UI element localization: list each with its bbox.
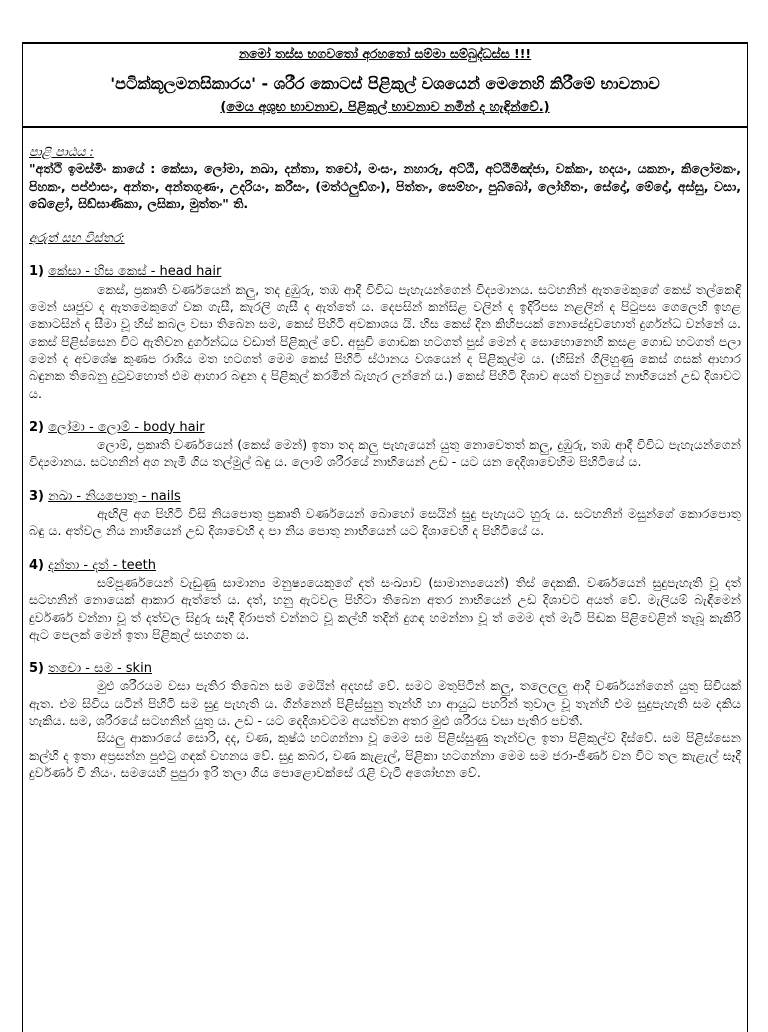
list-item [29,488,741,540]
item-title: ලෝමා - ලොම් - body hair [48,419,205,435]
header-separator [22,126,748,128]
homage-line: නමෝ තස්ස භගවතෝ අරහතෝ සම්මා සම්බුද්ධස්ස !!! [238,46,532,61]
frame-top-border [22,42,748,44]
item-title: නඛා - නියපොතු - nails [48,488,181,504]
item-number: 2) [29,419,44,435]
item-number: 4) [29,557,44,573]
item-paragraph: මුළු ශරීරයම වසා පැතිර තිබෙන සම මෙයින් අදහස් වේ. සමට මතුපිටින් කලු, තලෙලලු ආදී වර්ණයන්ගෙන් යුතු සිවියක් ඇත. එම සිවිය යටින් පිහිටි සම සුදු පැහැති ය. ගින්නෙන් පිළිස්සුනු තැන්හි හා ආයුධ පහරින් තුවාල වූ තැන්හි එම සුදුපැහැති සම දකිය හැකිය. සම, ශරීරයේ සටහනින් යුතු ය. උඩ - යට දෙදිශාවටම අයත්වන අතර මුළු ශරීරය වසා පැතිර පවතී. [29,678,741,729]
item-paragraph: සම්පූර්ණයෙන් වැඩුණු සාමාන්‍ය මනුෂ්‍යයෙකුගේ දත් සංඛ්‍යාව (සාමාන්‍යයෙන්) තිස් දෙකකි. වර්ණයෙන් සුදුපැහැති වූ දත් සටහනින් නොයෙක් ආකාර ඇත්තේ ය. දත්, හනු ඇටවල පිහිටා තිබෙන අතර නාභියෙන් උඩ දිශාවට අයත් වේ. මැලියම් බැඳීමෙන් දුර්වර්ණ වන්නා වූ ත් දත්වල සිදුරු සෑදී දිරාපත් වන්නට වූ කල්හි තදින් දුගඳ හමන්නා වූ ත් මෙම දත් මැටි පිඬක පිළිවෙළින් තැබූ කැකිරි ඇට පෙලක් මෙන් ඉතා පිළිකුල් සහගත ය. [29,574,741,642]
item-paragraph: ලොම්, ප්‍රකෘති වර්ණයෙන් (කෙස් මෙන්) ඉතා තද කලු පැහැයෙන් යුතු නොවෙතත් කලු, දුඹුරු, තඹ ආදී විවිධ පැහැයන්ගෙන් විද්‍යමානය. සටහනින් අග නැමී ගිය තල්මුල් බඳු ය. ලොම් ශරීරයේ නාභියෙන් උඩ - යට යන දෙදිශාවෙහිම පිහිටියේ ය. [29,437,741,470]
document-subtitle: (මෙය අශුභ භාවනාව, පිළිකුල් භාවනාව නමින් ද හැඳින්වේ.) [220,100,550,115]
item-number: 3) [29,488,44,504]
frame-left-border [22,42,23,1032]
item-number: 1) [29,264,44,280]
frame-right-border [747,42,748,1032]
item-number: 5) [29,661,44,677]
list-item [29,419,741,471]
document-body [29,143,741,781]
list-item [29,263,741,401]
item-title: කේසා - හිස කෙස් - head hair [48,264,222,280]
item-paragraph: සියලු ආකාරයේ සොරි, දද, වණ, කුෂ්ඨ හටගන්නා වූ මෙම සම පිළිස්සුණු තැන්වල ඉතා පිළිකුල්ව දිස්වේ. සම පිළිස්සෙන කල්හි ද ඉතා අප්‍රසන්න පුළුටු ගඳක් වහනය වේ. සුදු කබර, වණ කැළැල්, පිළිකා හටගන්නා මෙම සම ජරා-ජීර්ණ වන විට තල කැළැල් සෑදී දුර්වර්ණ වී නියං. සමයෙහි පුපුරා ඉරි තලා ගිය පොළොවක්සේ රැළි වැටී අශෝභන වේ. [29,730,741,780]
item-paragraph: ඇඟිලි අග පිහිටි විසි නියපොතු ප්‍රකෘති වර්ණයෙන් බොහෝ සෙයින් සුදු පැහැයට හුරු ය. සටහනින් මසුන්ගේ කොරපොතු බඳු ය. අත්වල නිය නාභියෙන් උඩ දිශාවෙහි ද පා නිය පොතු නාභියෙන් යට දිශාවෙහි ද පිහිටියේ ය. [29,506,741,539]
pali-heading: පාළි පාඨය : [29,144,94,159]
document-title: 'පටික්කූලමනසිකාරය' - ශරීර කොටස් පිළිකුල් වශයෙන් මෙනෙහි කිරීමේ භාවනාව [110,74,660,93]
item-paragraph: කෙස්, ප්‍රකෘති වර්ණයෙන් කලු, තද දුඹුරු, තඹ ආදී විවිධ පැහැයන්ගෙන් විද්‍යමානය. සටහනින් ඇතමෙකුගේ කෙස් තල්කෙඳි මෙන් ඍජුව ද ඇතමෙකුගේ වක ගැසී, කැරලි ගැසී ද ඇත්තේ ය. දෙපසින් කන්සිළ වලින් ද ඉදිරිපස නළලින් ද පිටුපස ගෙලෙහි ඉහළ කොටසින් ද සීමා වූ හිස් කබල වසා තිබෙන සම, කෙස් පිහිටි අවකාශය යි. හිස කෙස් දින කිහිපයක් නොසේදුවහොත් දුර්ගන්ධ වන්නේ ය. කෙස් පිළිස්සෙන විට ඇතිවන දුර්ගන්ධය වඩාත් පිළිකුල් වේ. අසුචි ගොඩක හටගත් පුස් මෙන් ද සොහොනෙහි කසළ ගොඩ හටගත් පලා මෙන් ද අවශේෂ කුණප රාශිය මත හටගත් මෙම කෙස් පිහිටි ස්ථානය වශයෙන් ද පිළිකුල්ම ය. (හිසින් ගිලිහුණු කෙස් ගසක් ආහාර බඳුනක තිබෙනු දුටුවහොත් එම ආහාර බඳුන ද පිළිකුල් කරමින් බැහැර ලන්නේ ය.) කෙස් පිහිටි දිශාව අයත් වනුයේ නාභියෙන් උඩ දිශාවට ය. [29,281,741,401]
item-title: දන්තා - දත් - teeth [48,557,156,573]
list-item [29,660,741,781]
list-item [29,557,741,643]
pali-text: "අත්ථි ඉමස්මිං කායේ : කේසා, ලෝමා, නඛා, දන්තා, තචෝ, මංසං, නහාරූ, අට්ඨී, අට්ඨිමිඤ්ජා, වක්කං, හදයං, යකනං, කිලෝමකං, පිහකං, පප්ඵාසං, අන්තං, අන්තගුණං, උදරියං, කරීසං, (මත්ථලුඞ්ගං), පිත්තං, සෙම්හං, පුබ්බෝ, ලෝහිතං, සේදෝ, මේදෝ, අස්සු, වසා, ඛේළෝ, සිඞ්ඝාණිකා, ලසිකා, මුත්තං" ති. [29,161,741,211]
item-title: තචො - සම - skin [48,661,152,677]
meaning-heading: අරුත් සහ විස්තර: [29,230,125,246]
